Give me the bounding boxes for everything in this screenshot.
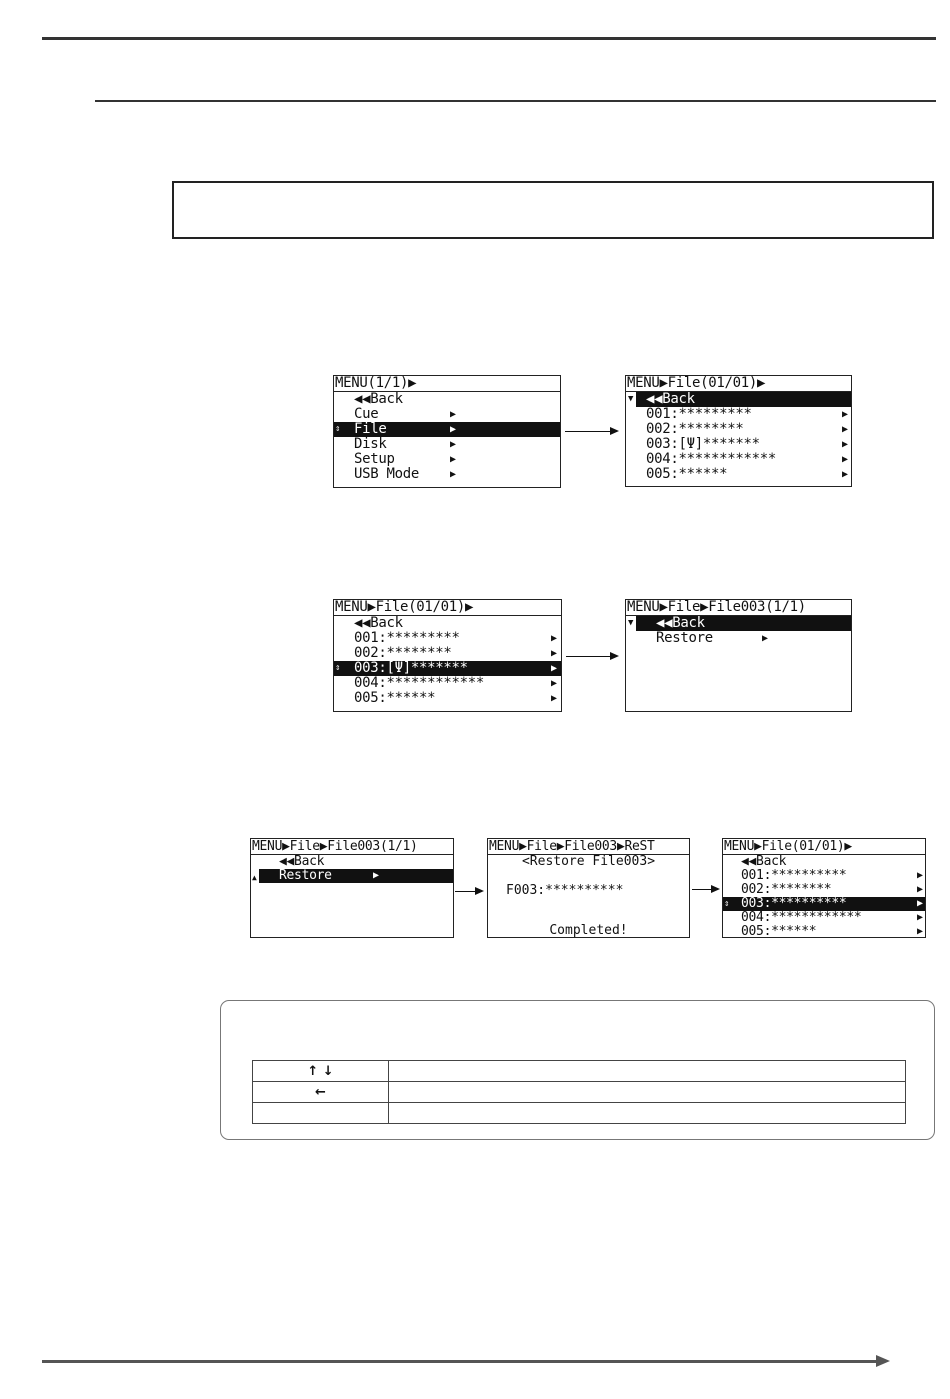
list-item-back: ◀◀Back bbox=[636, 616, 851, 631]
arrow-right-icon: ▶ bbox=[551, 648, 557, 659]
arrow-right-icon: ▶ bbox=[917, 898, 923, 909]
footer-continue-arrow bbox=[42, 1360, 878, 1363]
section-rule bbox=[95, 100, 936, 102]
arrow-right-icon: ▶ bbox=[551, 678, 557, 689]
flow-arrow bbox=[455, 891, 482, 892]
lcd-title: MENU▶File▶File003▶ReST bbox=[488, 839, 689, 855]
list-item-back: ◀◀Back bbox=[354, 615, 403, 631]
list-item: 002:******** ▶ bbox=[354, 645, 557, 661]
restore-heading: <Restore File003> bbox=[521, 854, 656, 869]
down-cursor-icon: ▼ bbox=[628, 394, 634, 404]
flow-arrow bbox=[566, 656, 617, 657]
list-item-restore: Restore ▶ bbox=[259, 869, 453, 883]
up-cursor-icon: ▲ bbox=[252, 873, 257, 882]
arrow-right-icon: ▶ bbox=[373, 870, 379, 881]
list-item-back: ◀◀Back bbox=[279, 854, 325, 869]
desc-cell bbox=[389, 1061, 906, 1082]
table-row bbox=[253, 1103, 906, 1124]
list-item: 002:******** ▶ bbox=[646, 421, 848, 437]
lcd-title: MENU▶File(01/01)▶ bbox=[334, 600, 561, 616]
list-item: 001:********* ▶ bbox=[646, 406, 848, 422]
updown-cursor-icon: ⇕ bbox=[335, 663, 341, 673]
restore-status: Completed! bbox=[549, 923, 628, 938]
list-item: 004:************ ▶ bbox=[741, 910, 923, 925]
lcd-file003-menu bbox=[625, 599, 852, 712]
arrow-right-icon: ▶ bbox=[842, 454, 848, 465]
key-table bbox=[252, 1060, 906, 1124]
arrow-right-icon: ▶ bbox=[450, 424, 456, 435]
desc-cell bbox=[389, 1103, 906, 1124]
updown-cursor-icon: ⇕ bbox=[724, 899, 730, 909]
arrow-right-icon: ▶ bbox=[917, 884, 923, 895]
arrow-right-icon: ▶ bbox=[842, 409, 848, 420]
arrow-right-icon: ▶ bbox=[917, 912, 923, 923]
list-item: 005:****** ▶ bbox=[741, 924, 923, 938]
list-item-selected: ⇕ 003:[Ψ]******* ▶ bbox=[334, 661, 561, 676]
arrow-right-icon: ▶ bbox=[450, 409, 456, 420]
down-cursor-icon: ▼ bbox=[628, 618, 634, 628]
arrow-right-icon: ▶ bbox=[450, 454, 456, 465]
lcd-restore-completed bbox=[487, 838, 690, 938]
lcd-menu-main bbox=[333, 375, 561, 488]
arrow-right-icon: ▶ bbox=[917, 870, 923, 881]
lcd-title: MENU▶File▶File003(1/1) bbox=[626, 600, 851, 616]
list-item: 004:************ ▶ bbox=[646, 451, 848, 467]
list-item: 005:****** ▶ bbox=[646, 466, 848, 482]
arrow-right-icon: ▶ bbox=[551, 693, 557, 704]
arrow-right-icon: ▶ bbox=[762, 633, 768, 644]
lcd-title: MENU▶File(01/01)▶ bbox=[723, 839, 925, 855]
lcd-title: MENU▶File▶File003(1/1) bbox=[251, 839, 453, 855]
menu-item-cue: Cue ▶ bbox=[354, 406, 456, 422]
list-item: 001:********* ▶ bbox=[354, 630, 557, 646]
arrow-right-icon: ▶ bbox=[551, 633, 557, 644]
key-cell: ↑ ↓ bbox=[253, 1061, 389, 1082]
list-item-back: ◀◀Back bbox=[741, 854, 787, 869]
flow-arrow bbox=[692, 889, 718, 890]
menu-item-usb-mode: USB Mode ▶ bbox=[354, 466, 456, 482]
list-item-selected: ⇕ 003:********** ▶ bbox=[723, 897, 925, 911]
list-item: 003:[Ψ]******* ▶ bbox=[646, 436, 848, 452]
arrow-right-icon: ▶ bbox=[842, 439, 848, 450]
restore-file-line: F003:********** bbox=[506, 883, 624, 898]
table-row bbox=[253, 1061, 906, 1082]
menu-item-disk: Disk ▶ bbox=[354, 436, 456, 452]
menu-item-setup: Setup ▶ bbox=[354, 451, 456, 467]
arrow-right-icon: ▶ bbox=[842, 424, 848, 435]
arrow-right-icon: ▶ bbox=[842, 469, 848, 480]
key-cell bbox=[253, 1103, 389, 1124]
lcd-restore-select bbox=[250, 838, 454, 938]
arrow-right-icon: ▶ bbox=[551, 663, 557, 674]
lcd-file-list bbox=[625, 375, 852, 487]
list-item-back: ◀◀Back bbox=[636, 392, 851, 407]
menu-item-file: ⇕ File ▶ bbox=[334, 422, 560, 437]
list-item-restore: Restore ▶ bbox=[656, 630, 768, 646]
menu-item-back: ◀◀Back bbox=[354, 391, 403, 407]
top-rule bbox=[42, 37, 936, 40]
list-item: 001:********** ▶ bbox=[741, 868, 923, 883]
lcd-title: MENU▶File(01/01)▶ bbox=[626, 376, 851, 392]
arrow-right-icon: ▶ bbox=[917, 926, 923, 937]
arrow-right-icon: ▶ bbox=[450, 469, 456, 480]
flow-arrow bbox=[565, 431, 617, 432]
lcd-file-list-after bbox=[722, 838, 926, 938]
updown-cursor-icon: ⇕ bbox=[335, 424, 341, 434]
list-item: 004:************ ▶ bbox=[354, 675, 557, 691]
list-item: 005:****** ▶ bbox=[354, 690, 557, 706]
lcd-file-list-selected bbox=[333, 599, 562, 712]
key-cell: ← bbox=[253, 1082, 389, 1103]
table-row bbox=[253, 1082, 906, 1103]
arrow-right-icon: ▶ bbox=[450, 439, 456, 450]
note-box bbox=[172, 181, 934, 239]
lcd-title: MENU(1/1)▶ bbox=[334, 376, 560, 392]
list-item: 002:******** ▶ bbox=[741, 882, 923, 897]
desc-cell bbox=[389, 1082, 906, 1103]
